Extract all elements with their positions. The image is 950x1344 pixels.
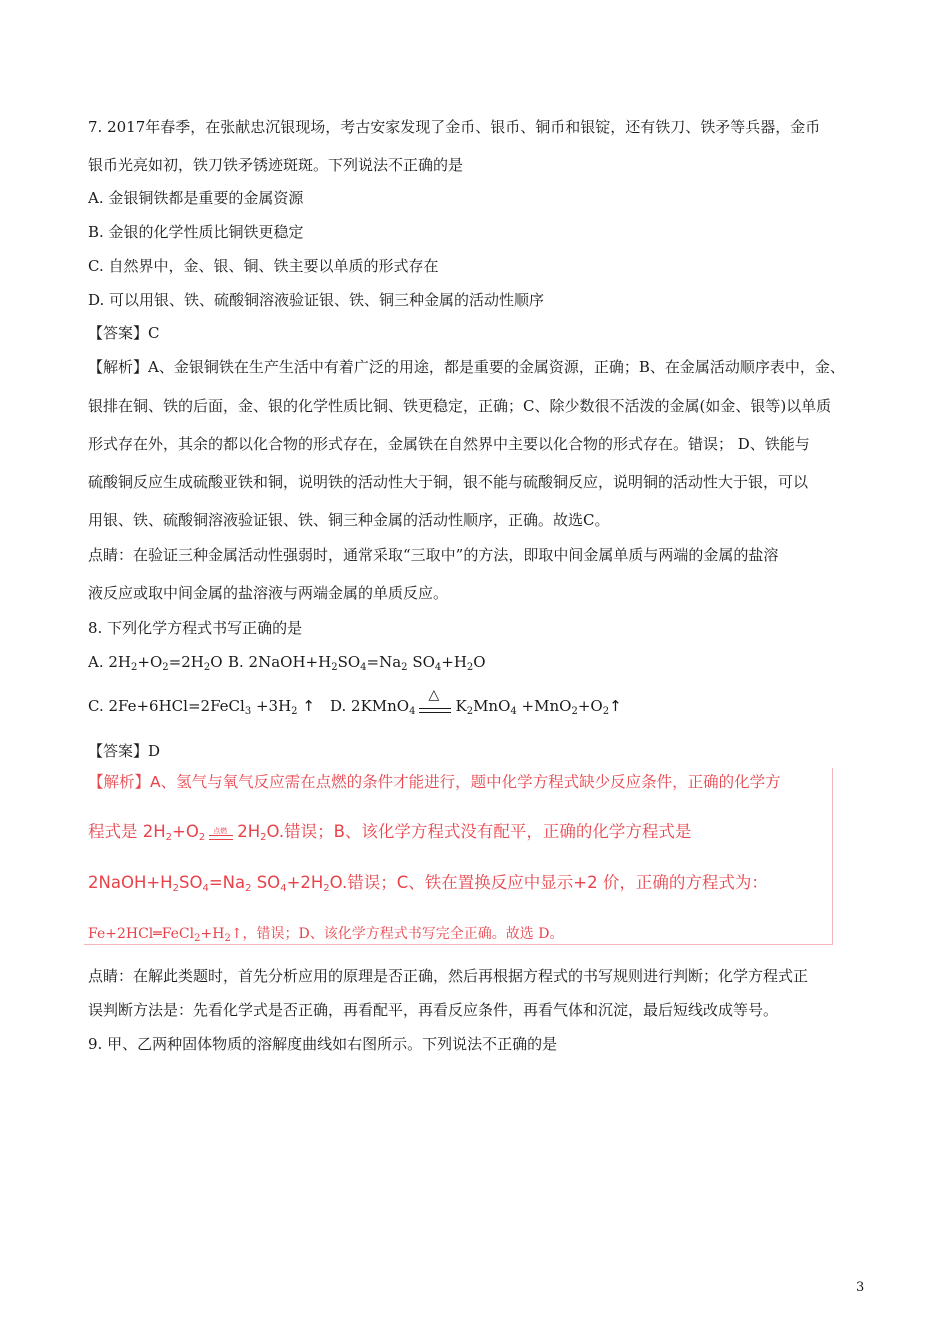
q7-tip-line2: 液反应或取中间金属的盐溶液与两端金属的单质反应。 (88, 584, 449, 602)
heating-condition-symbol: △ (417, 697, 453, 717)
ignite-condition-symbol: 点燃 (207, 824, 235, 842)
q7-analysis-line1: 【解析】A、金银铜铁在生产生活中有着广泛的用途，都是重要的金属资源，正确；B、在金属活动顺序表中，金、 (88, 358, 845, 376)
q8-analysis-line4: $Fe+2HCl═FeCl_2+H_2↑$，错误；D、该化学方程式书写完全正确。故选 D。 (88, 926, 564, 944)
q8-stem: 8. 下列化学方程式书写正确的是 (88, 619, 303, 637)
q8-option-c: C. 2Fe+6HCl=2FeCl$_3$ $+3H_2$ ↑ (88, 697, 315, 717)
q8-analysis-line3: $2NaOH+H_2SO_4=Na_2$ $SO_4+2H_2O$.错误；C、铁在置换反应中显示+2 价，正确的方程式为： (88, 873, 768, 894)
q7-option-b: B. 金银的化学性质比铜铁更稳定 (88, 223, 304, 241)
q7-analysis-line5: 用银、铁、硫酸铜溶液验证银、铁、铜三种金属的活动性顺序，正确。故选C。 (88, 511, 610, 529)
q8-option-d: D. 2KMnO$_4$ △ $K_2MnO_4$ $+MnO_2+O_2↑$ (330, 687, 622, 717)
q7-answer: 【答案】C (88, 324, 160, 342)
q7-analysis-line3: 形式存在外，其余的都以化合物的形式存在，金属铁在自然界中主要以化合物的形式存在。错误； D、铁能与 (88, 435, 810, 453)
q8-tip-line1: 点睛：在解此类题时，首先分析应用的原理是否正确，然后再根据方程式的书写规则进行判断；化学方程式正 (88, 967, 809, 985)
q7-analysis-line2: 银排在铜、铁的后面，金、银的化学性质比铜、铁更稳定，正确；C、除少数很不活泼的金属(如金、银等)以单质 (88, 397, 832, 415)
q7-stem-line1: 7. 2017年春季，在张献忠沉银现场，考古安家发现了金币、银币、铜币和银锭，还有铁刀、铁矛等兵器，金币 (88, 118, 821, 136)
q8-analysis-image-frame (84, 768, 833, 945)
page-number: 3 (856, 1280, 865, 1295)
q7-option-a: A. 金银铜铁都是重要的金属资源 (88, 189, 304, 207)
q7-option-c: C. 自然界中，金、银、铜、铁主要以单质的形式存在 (88, 257, 439, 275)
q9-stem: 9. 甲、乙两种固体物质的溶解度曲线如右图所示。下列说法不正确的是 (88, 1035, 558, 1053)
q7-tip-line1: 点睛：在验证三种金属活动性强弱时，通常采取“三取中”的方法，即取中间金属单质与两端的金属的盐溶 (88, 546, 779, 564)
q7-option-d: D. 可以用银、铁、硫酸铜溶液验证银、铁、铜三种金属的活动性顺序 (88, 291, 545, 309)
q8-answer: 【答案】D (88, 742, 161, 760)
q8-analysis-line1: 【解析】A、氢气与氧气反应需在点燃的条件才能进行，题中化学方程式缺少反应条件，正确的化学方 (88, 773, 781, 791)
q8-option-a: A. $2H_2+O_2=2H_2O$ (88, 653, 223, 673)
q7-stem-line2: 银币光亮如初，铁刀铁矛锈迹斑斑。下列说法不正确的是 (88, 156, 464, 174)
q8-analysis-line2: 程式是 $2H_2+O_2$ 点燃 $2H_2O$.错误；B、该化学方程式没有配平，正确的化学方程式是 (88, 822, 692, 843)
q7-analysis-line4: 硫酸铜反应生成硫酸亚铁和铜，说明铁的活动性大于铜，银不能与硫酸铜反应，说明铜的活动性大于银，可以 (88, 473, 809, 491)
q8-tip-line2: 误判断方法是：先看化学式是否正确，再看配平，再看反应条件，再看气体和沉淀，最后短线改成等号。 (88, 1001, 779, 1019)
q8-option-b: B. $2NaOH+H_2SO_4=Na_2$ $SO_4+H_2O$ (228, 653, 486, 673)
